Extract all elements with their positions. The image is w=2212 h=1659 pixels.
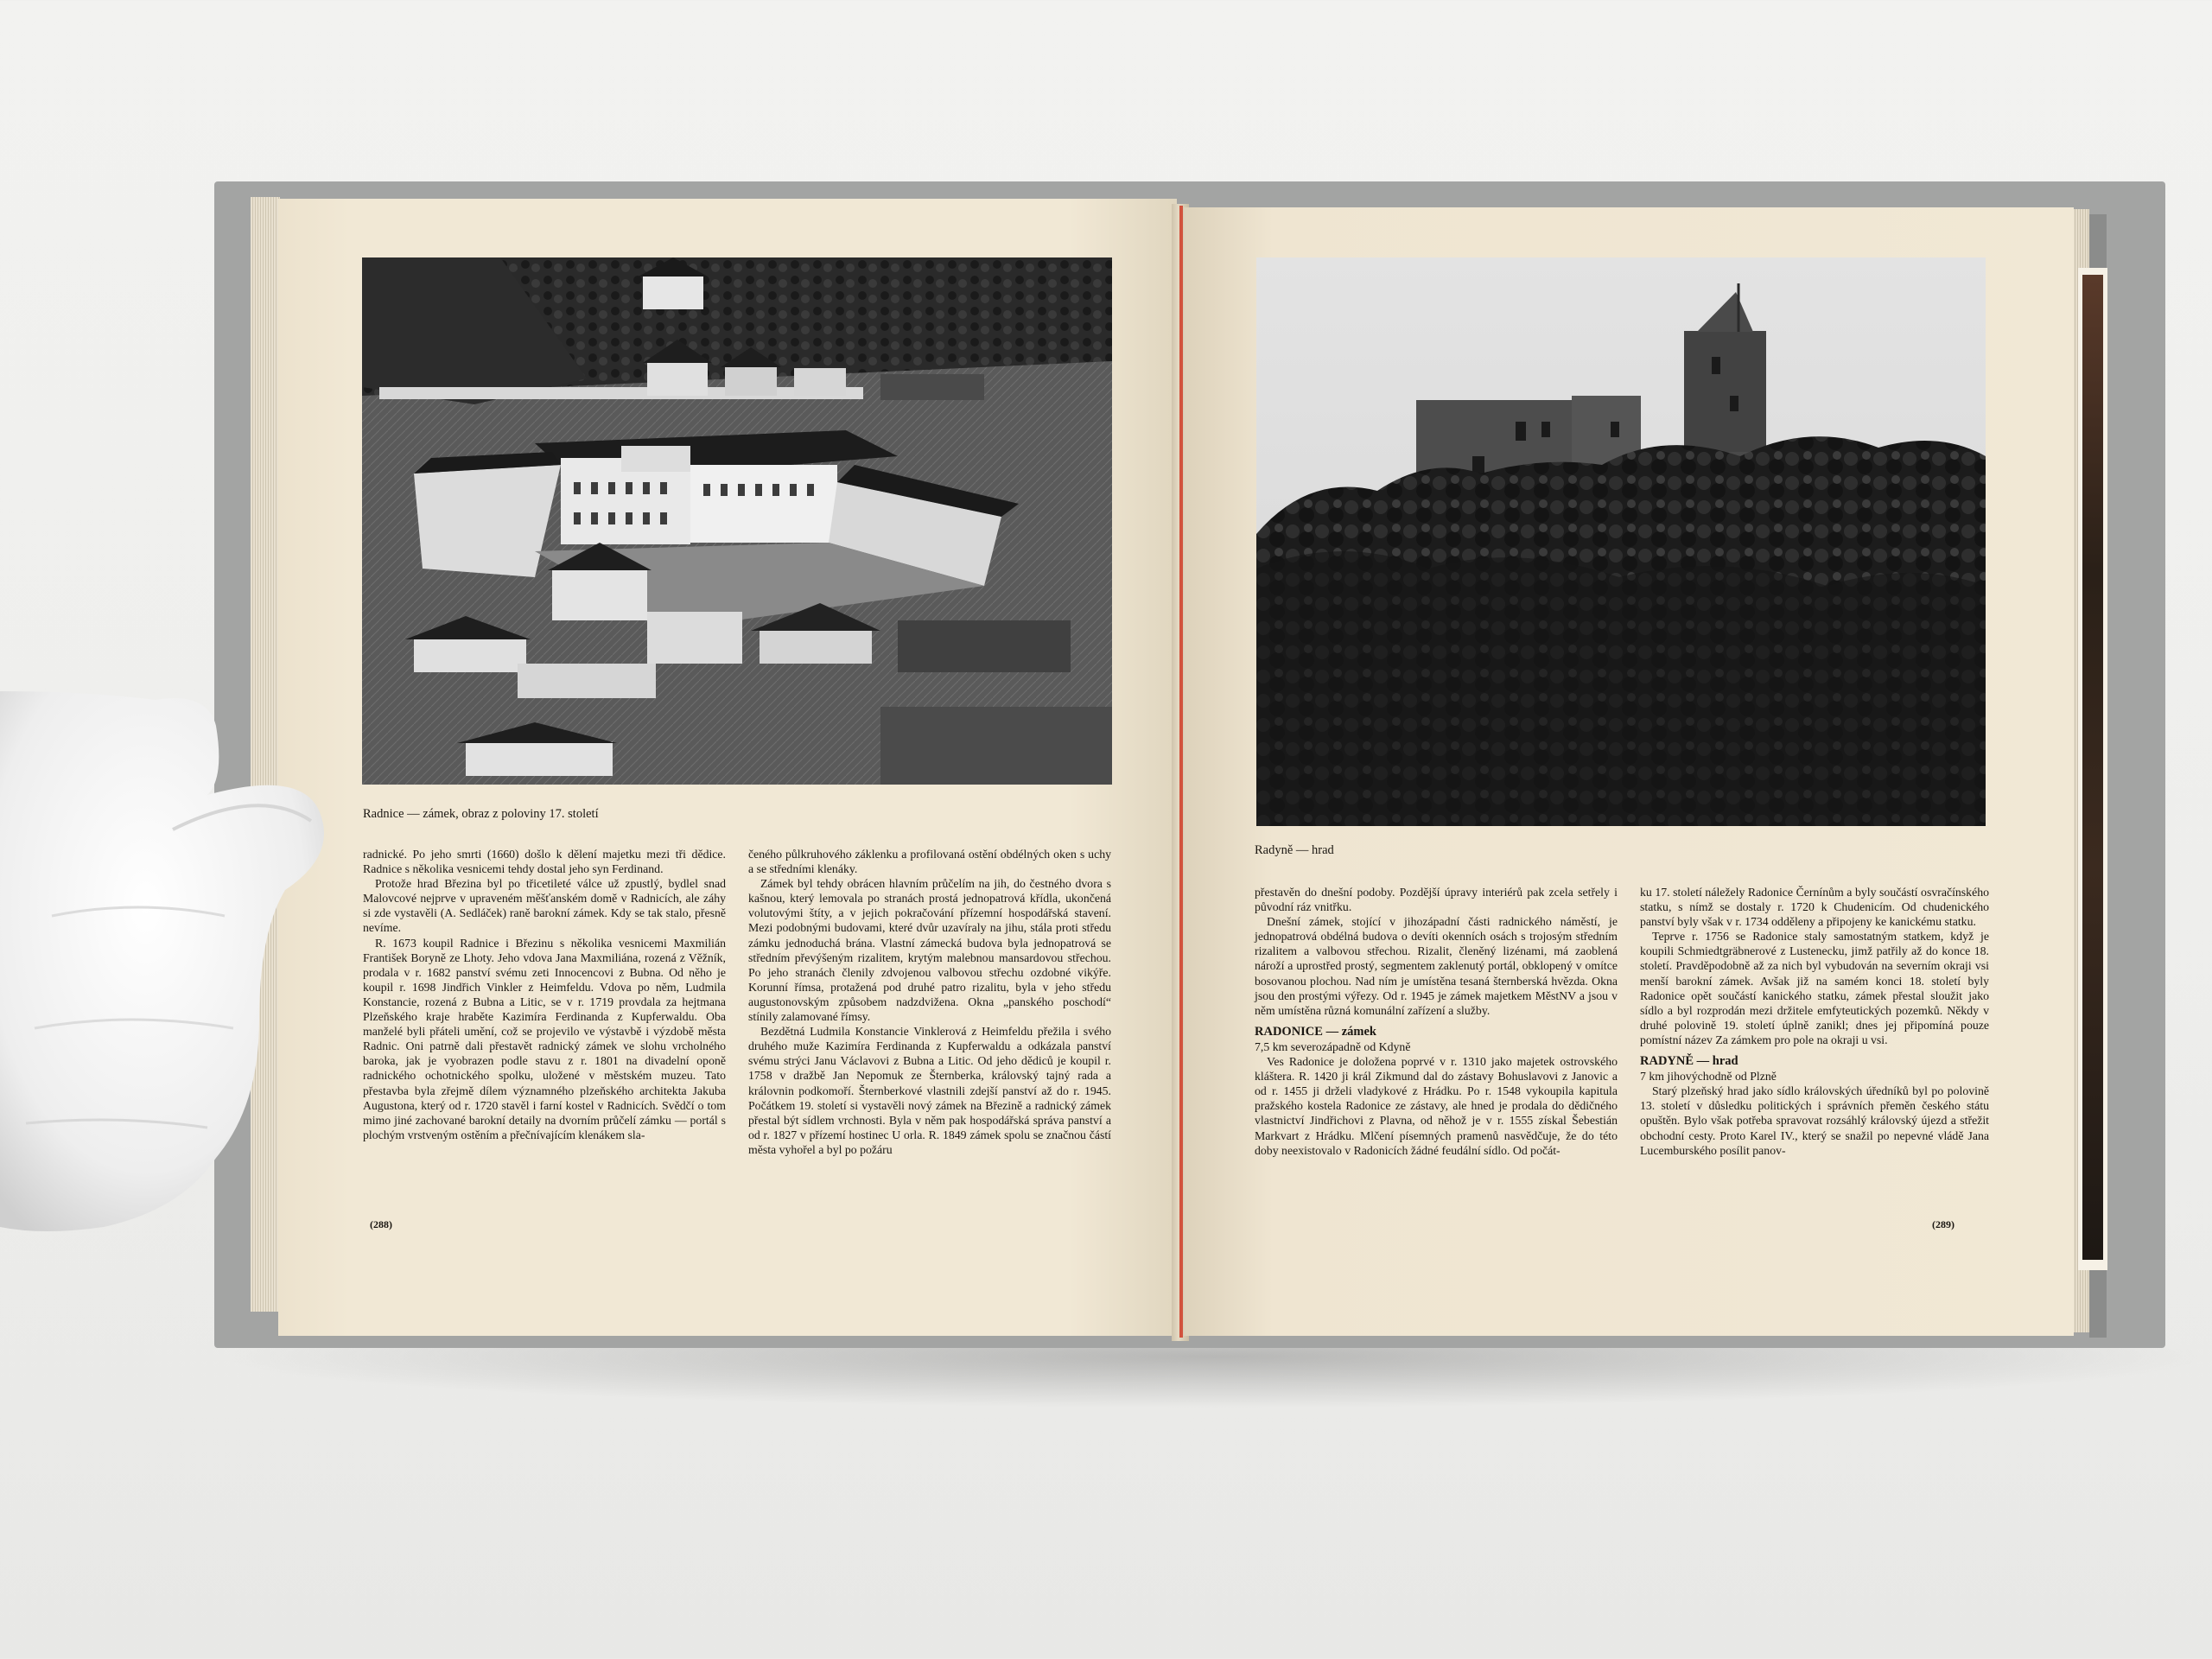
left-page-number: (288) xyxy=(370,1218,392,1230)
binding-ribbon xyxy=(1179,206,1183,1338)
paragraph: R. 1673 koupil Radnice i Březinu s několika vesnicemi Maxmilián František Boryně ze Lhoty. Jeho vdova Jana Maxmiliána, rozená z Věžník, prodala v r. 1682 panství svému zeti Innocencovi z Bubna. Od něho je koupil r. 1698 Jindřich Vinkler z Heimfeldu. Vdova po něm, Ludmila Konstancie, rozená z Bubna a Litic, se v r. 1719 provdala za hejtmana Plzeňského kraje hraběte Kazimíra Ferdinanda z Kupferwaldu. Oba manželé byli přáteli umění, což se projevilo ve výstavbě i výzdobě města Radnic. Oni patrně dali přestavět radnický zámek ve slohu vrcholného baroka, jak je vyobrazen podle stavu z r. 1801 na divadelní oponě radnického ochotnického spolku, uložené v městském muzeu. Tato přestavba byla zřejmě dílem významného plzeňského architekta Jakuba Augustona, který od r. 1720 stavěl i farní kostel v Radnicích. Svědčí o tom mimo jiné zachované barokní detaily na dvorním průčelí zámku — portál s plochým vrstveným ostěním a přečnívajícím klenákem sla- xyxy=(363,936,726,1141)
right-column-1 xyxy=(1255,885,1618,1158)
right-image-caption: Radyně — hrad xyxy=(1255,843,1334,857)
paragraph: Dnešní zámek, stojící v jihozápadní části radnického náměstí, je jednopatrová obdélná budova o devíti okenních osách s trojosým středním rizalitem a valbovou střechou. Rizalit, členěný lizénami, má zaoblená nároží a uprostřed prostý, segmentem zaklenutý portál, obklopený v omítce bosovanou plochou. Nad ním je umístěna tesaná šternberská hvězda. Okna jsou den prostými výřezy. Od r. 1945 je zámek majetkem MěstNV a jsou v něm umístěna různá komunální zařízení a služby. xyxy=(1255,915,1618,1017)
section-subheading: 7,5 km severozápadně od Kdyně xyxy=(1255,1039,1411,1053)
paragraph: Ves Radonice je doložena poprvé v r. 1310 jako majetek ostrovského kláštera. R. 1420 ji král Zikmund dal do zástavy Bohuslavovi z Janovic a od r. 1455 ji drželi vladykové z Hrádku. Po r. 1548 vykoupila kapitula pražského kostela Radonice ze zástavy, ale hned je prodala do dědičného vlastnictví Jindřichovi z Plavna, od něhož je v r. 1555 získal Šebestián Markvart z Hrádku. Mlčení písemných pramenů nasvědčuje, že do této doby neexistovalo v Radonicích žádné feudální sídlo. Od počát- xyxy=(1255,1055,1618,1157)
paragraph: Starý plzeňský hrad jako sídlo královských úředníků byl po polovině 13. století v důsledku politických i správních přeměn českého státu opuštěn. Bylo však potřeba spravovat rozsáhlý královský újezd a střežit obchodní cesty. Proto Karel IV., který se snažil po nepevné vládě Jana Lucemburského posílit panov- xyxy=(1640,1084,1989,1157)
section-heading-radyne: RADYNĚ — hrad xyxy=(1640,1054,1738,1069)
left-image-caption: Radnice — zámek, obraz z poloviny 17. století xyxy=(363,807,599,821)
paragraph: přestavěn do dnešní podoby. Pozdější úpravy interiérů pak zcela setřely i původní ráz vnitřku. xyxy=(1255,886,1618,914)
right-column-2 xyxy=(1640,885,1989,1158)
left-column-1 xyxy=(363,847,726,1142)
paragraph: Teprve r. 1756 se Radonice staly samostatným statkem, když je koupili Schmiedtgräbnerové z Lustenecku, jimž patřily až do konce 18. století. Pravděpodobně až za nich byl vybudován na severním okraji vsi menší barokní zámek. Avšak již na samém konci 18. století byly Radonice opět součástí kanického statku, zámek přestal sloužit jako sídlo a byl rozprodán mezi držitele emfyteutických pozemků. Někdy v druhé polovině 19. století úplně zanikl; dnes jej připomíná pouze pomístní název Za zámkem pro pole na okraji u vsi. xyxy=(1640,930,1989,1046)
section-heading-radonice: RADONICE — zámek xyxy=(1255,1024,1376,1039)
section-subheading: 7 km jihovýchodně od Plzně xyxy=(1640,1070,1777,1084)
paragraph: ku 17. století náležely Radonice Černínům a byly součástí osvračínského statku, s nímž se dostaly r. 1720 k Chudenicím. Od chudenického panství byly však v r. 1734 odděleny a připojeny ke kanickému statku. xyxy=(1640,886,1989,929)
left-column-2 xyxy=(748,847,1111,1157)
radnice-painting-image xyxy=(362,257,1112,785)
right-page-number: (289) xyxy=(1932,1218,1955,1230)
paragraph: čeného půlkruhového záklenku a profilovaná ostění obdélných oken s uchy a se středními klenáky. xyxy=(748,848,1111,876)
paragraph: Protože hrad Březina byl po třicetileté válce už zpustlý, bydlel snad Malovcové nejprve v upraveném měšťanském domě v Radnicích, ale záhy si zde vystavěli (A. Sedláček) raně barokní zámek. Kdy se tak stalo, přesně nevíme. xyxy=(363,877,726,935)
paragraph: radnické. Po jeho smrti (1660) došlo k dělení majetku mezi tři dědice. Radnice s několika vesnicemi tehdy dostal jeho syn Ferdinand. xyxy=(363,848,726,876)
radyne-castle-photo xyxy=(1256,257,1986,826)
paragraph: Bezdětná Ludmila Konstancie Vinklerová z Heimfeldu přežila i svého druhého muže Kazimíra Ferdinanda z Kupferwaldu a odkázala panství svému strýci Janu Václavovi z Bubna a Litic. Od jeho dědiců je koupil r. 1758 v dražbě Jan Nepomuk ze Šternberka, královský tajný rada a královnin podkomoří. Šternberkové vlastnili zdejší panství až do r. 1945. Počátkem 19. století si vystavěli nový zámek na Březině a radnický zámek přestal být sídlem vrchnosti. Byla v něm pak hospodářská správa panství a od r. 1827 v přízemí hostinec U orla. R. 1849 zámek spolu se značnou částí města vyhořel a byl po požáru xyxy=(748,1025,1111,1156)
next-page-photo-edge xyxy=(2082,275,2103,1260)
paragraph: Zámek byl tehdy obrácen hlavním průčelím na jih, do čestného dvora s kašnou, který lemovala po stranách prostá jednopatrová křídla, ukončená volutovými štíty, a v jejich pokračování přízemní hospodářská stavení. Mezi podobnými budovami, které dvůr uzavíraly na jihu, stála proti středu zámku jednoduchá brána. Vlastní zámecká budova byla jednopatrová se středním převýšeným rizalitem, krytým malebnou mansardovou střechou. Po jeho stranách členily zdvojenou valbovou střechu ozdobné vikýře. Korunní římsa, protažená pod druhé patro rizalitu, byla v jeho středu augustonovským způsobem nadzdvižena. Okna „panského poschodí“ stínily zalamované římsy. xyxy=(748,877,1111,1024)
